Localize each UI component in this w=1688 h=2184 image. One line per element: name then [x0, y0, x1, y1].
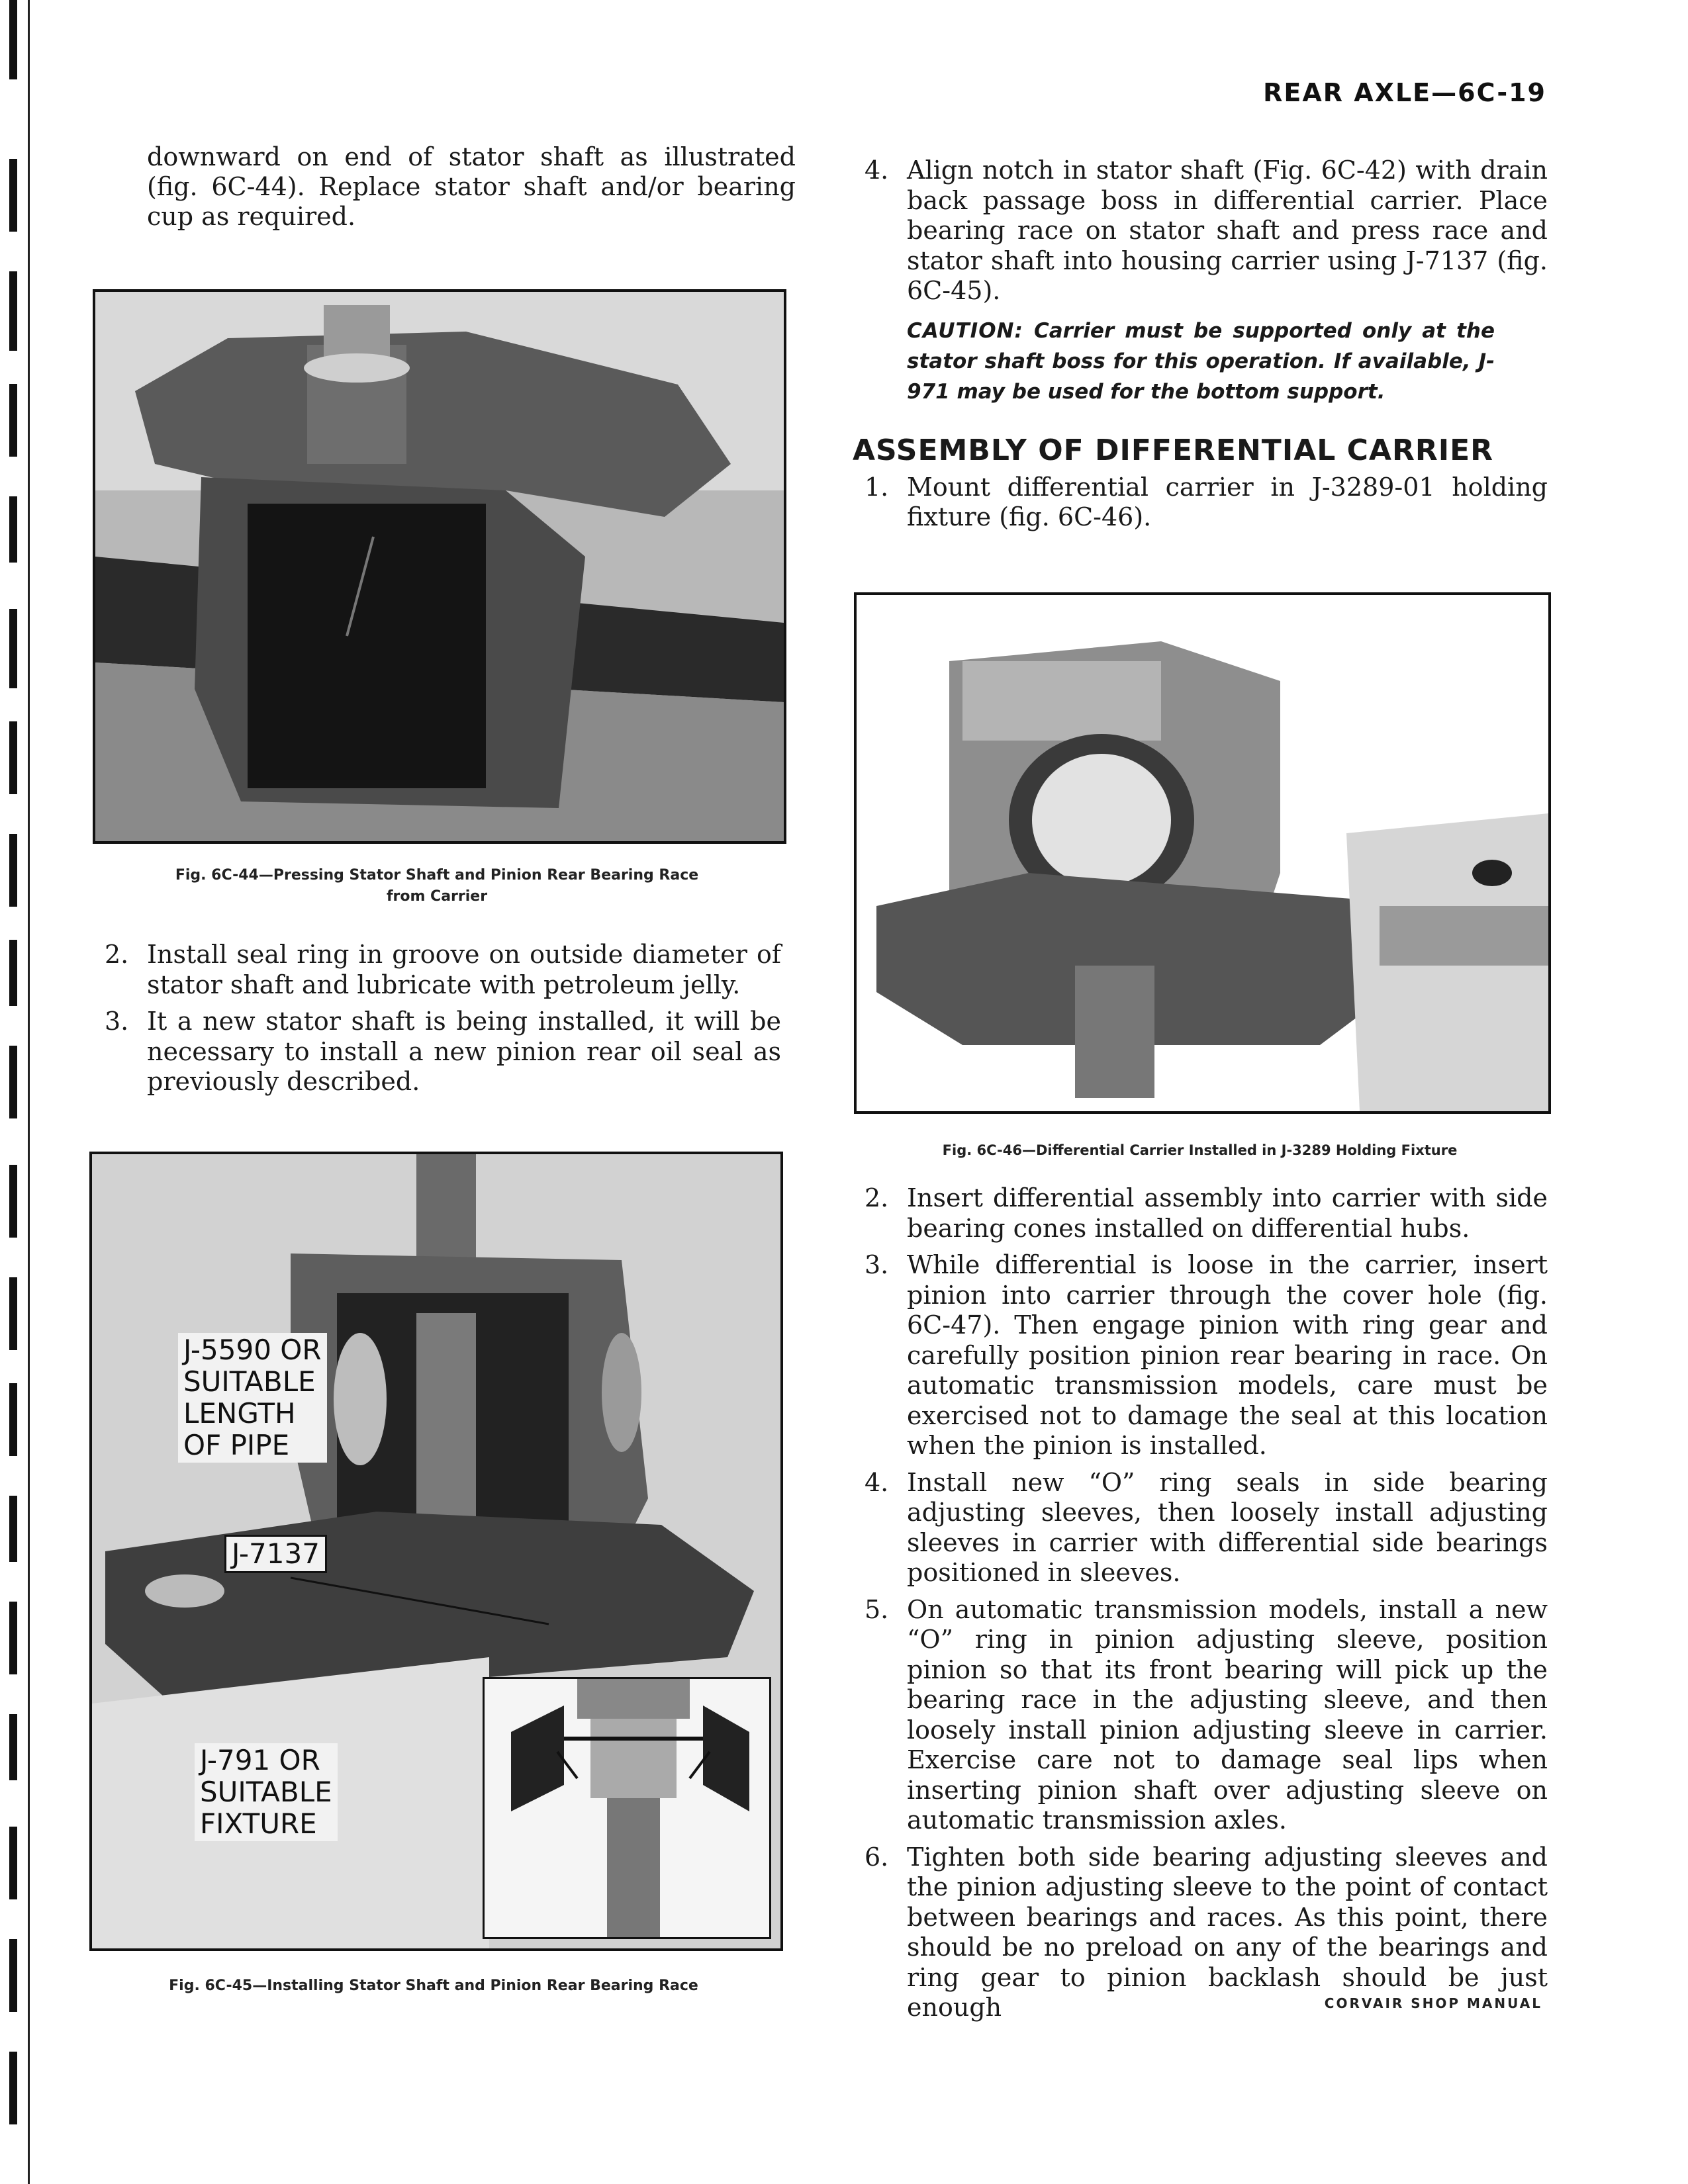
binding-mark	[9, 940, 17, 1006]
caption-line-2: from Carrier	[386, 888, 488, 905]
section-heading: ASSEMBLY OF DIFFERENTIAL CARRIER	[853, 433, 1494, 467]
binding-mark	[9, 1046, 17, 1118]
step-4-right	[853, 156, 1548, 306]
binding-mark	[9, 1277, 17, 1350]
label-line: SUITABLE	[183, 1365, 316, 1398]
step-text: Install new “O” ring seals in side bearing adjusting sleeves, then loosely install adjusting sleeves in carrier with differential side bearings positioned in sleeves.	[907, 1467, 1548, 1587]
stator-shaft-press-illustration	[95, 292, 784, 841]
step-number: 3.	[865, 1250, 889, 1279]
label-line: J-5590 OR	[183, 1334, 322, 1366]
step-text: Tighten both side bearing adjusting sleeves and the pinion adjusting sleeve to the point of contact between bearings and races. As this point, there should be no preload on any of the bearings and ring gear to pinion backlash should be just enough	[907, 1842, 1548, 2022]
step-text: It a new stator shaft is being installed, it will be necessary to install a new pinion rear oil seal as previously described.	[147, 1007, 781, 1096]
label-line: SUITABLE	[200, 1776, 332, 1808]
step-text: Install seal ring in groove on outside diameter of stator shaft and lubricate with petroleum jelly.	[147, 940, 781, 999]
step-2-left	[93, 940, 781, 1000]
label-line: OF PIPE	[183, 1429, 290, 1461]
running-header: REAR AXLE—6C-19	[1263, 78, 1546, 107]
figure-6c-46-caption: Fig. 6C-46—Differential Carrier Installed in J-3289 Holding Fixture	[942, 1142, 1458, 1158]
label-line: LENGTH	[183, 1397, 296, 1430]
binding-mark	[9, 1827, 17, 1899]
caution-label: CAUTION:	[907, 318, 1023, 343]
step-text: Insert differential assembly into carrier with side bearing cones installed on differential hubs.	[907, 1183, 1548, 1243]
right-steps	[853, 1183, 1548, 2030]
binding-mark	[9, 1165, 17, 1238]
left-steps	[93, 940, 781, 1104]
label-j791	[195, 1743, 338, 1841]
step-2-right	[853, 1183, 1548, 1244]
binding-mark	[9, 384, 17, 457]
step-number: 1.	[865, 472, 889, 502]
bearing-race-cross-section	[485, 1679, 769, 1937]
binding-mark	[9, 496, 17, 563]
binding-edge	[0, 0, 53, 2184]
caution-text: Carrier must be supported only at the stator shaft boss for this operation. If available, J-971 may be used for the bottom support.	[907, 318, 1495, 404]
caption-line-1: Fig. 6C-44—Pressing Stator Shaft and Pinion Rear Bearing Race	[175, 867, 699, 884]
label-j7137	[224, 1535, 327, 1573]
binding-mark	[9, 0, 17, 79]
binding-line	[28, 0, 30, 2184]
inset-detail	[483, 1677, 771, 1939]
right-column	[853, 156, 1548, 539]
binding-mark	[9, 1496, 17, 1562]
label-line: FIXTURE	[200, 1807, 317, 1840]
left-column	[147, 142, 796, 232]
step-3-left	[93, 1007, 781, 1097]
binding-mark	[9, 609, 17, 688]
binding-mark	[9, 1602, 17, 1674]
binding-mark	[9, 1714, 17, 1780]
figure-6c-45-caption: Fig. 6C-45—Installing Stator Shaft and Pinion Rear Bearing Race	[169, 1978, 698, 1994]
caution-note	[907, 316, 1495, 407]
step-text: Align notch in stator shaft (Fig. 6C-42) with drain back passage boss in differential carrier. Place bearing race on stator shaft and press race and stator shaft into housing carrier using J-7137 (fig. 6C-45).	[907, 156, 1548, 305]
binding-mark	[9, 159, 17, 232]
binding-mark	[9, 721, 17, 794]
step-text: While differential is loose in the carrier, insert pinion into carrier through the cover hole (fig. 6C-47). Then engage pinion with ring gear and carefully position pinion rear bearing in race. On automatic transmission models, care must be exercised not to damage the seal at this location when the pinion is installed.	[907, 1250, 1548, 1460]
intro-paragraph: downward on end of stator shaft as illustrated (fig. 6C-44). Replace stator shaft and/or bearing cup as required.	[147, 142, 796, 231]
step-text: On automatic transmission models, install a new “O” ring in pinion adjusting sleeve, position pinion so that its front bearing will pick up the bearing race in the adjusting sleeve, and then loosely install pinion adjusting sleeve in carrier. Exercise care not to damage seal lips when inserting pinion shaft over adjusting sleeve on automatic transmission axles.	[907, 1594, 1548, 1835]
running-footer: CORVAIR SHOP MANUAL	[1324, 1995, 1542, 2011]
differential-carrier-fixture-illustration	[857, 595, 1548, 1111]
step-1-right	[853, 473, 1548, 533]
step-5-right	[853, 1595, 1548, 1836]
binding-mark	[9, 1939, 17, 2012]
step-4b-right	[853, 1468, 1548, 1588]
binding-mark	[9, 2052, 17, 2124]
step-number: 2.	[105, 940, 129, 969]
binding-mark	[9, 834, 17, 907]
label-line: J-791 OR	[200, 1744, 320, 1776]
figure-6c-45-photo	[89, 1152, 783, 1951]
step-number: 4.	[865, 156, 889, 185]
step-number: 2.	[865, 1183, 889, 1212]
figure-6c-46-photo	[854, 592, 1551, 1114]
step-number: 6.	[865, 1842, 889, 1872]
step-text: Mount differential carrier in J-3289-01 holding fixture (fig. 6C-46).	[907, 472, 1548, 531]
figure-6c-44-caption	[93, 865, 781, 907]
step-number: 4.	[865, 1467, 889, 1497]
label-text: J-7137	[232, 1537, 320, 1570]
step-number: 3.	[105, 1007, 129, 1036]
binding-mark	[9, 271, 17, 351]
figure-6c-44-photo	[93, 289, 786, 844]
step-3-right	[853, 1250, 1548, 1461]
label-j5590	[178, 1333, 327, 1463]
step-number: 5.	[865, 1594, 889, 1624]
binding-mark	[9, 1383, 17, 1456]
